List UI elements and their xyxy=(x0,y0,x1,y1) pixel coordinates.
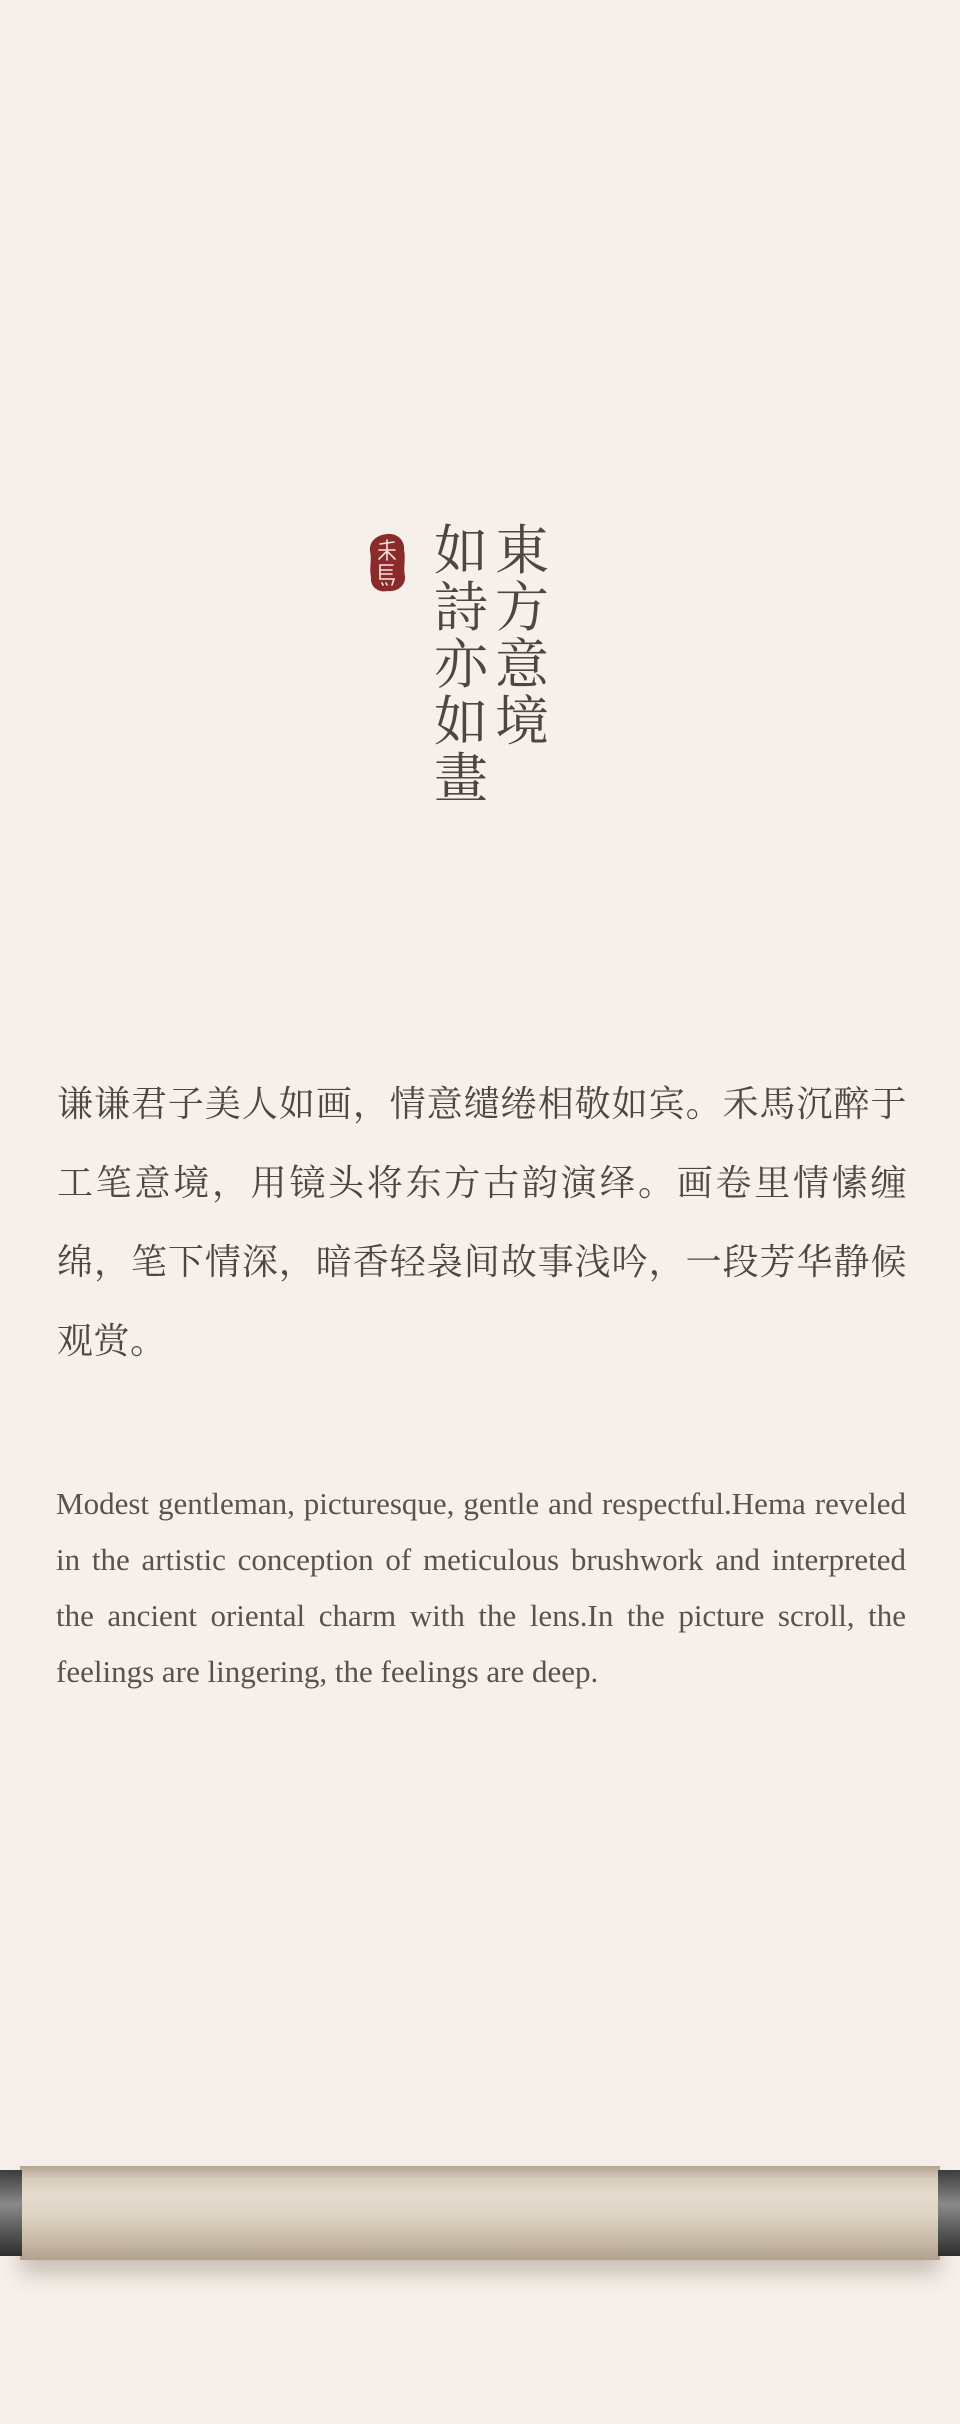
scroll-cap-left xyxy=(0,2170,22,2256)
title-char: 境 xyxy=(495,690,549,753)
title-char: 方 xyxy=(495,576,549,639)
title-char: 亦 xyxy=(434,633,488,696)
scroll-cap-right xyxy=(938,2170,960,2256)
title-left-column xyxy=(431,519,491,810)
title-block xyxy=(362,519,562,822)
scroll-rod xyxy=(20,2166,940,2260)
seal-icon xyxy=(367,532,407,594)
title-char: 如 xyxy=(434,519,488,582)
title-char: 東 xyxy=(495,519,549,582)
chinese-description: 谦谦君子美人如画，情意缱绻相敬如宾。禾馬沉醉于工笔意境，用镜头将东方古韵演绎。画卷里情愫缠绵，笔下情深，暗香轻袅间故事浅吟，一段芳华静候观赏。 xyxy=(57,1084,907,1362)
title-char: 畫 xyxy=(434,747,488,810)
scroll-icon xyxy=(0,2166,960,2262)
title-char: 如 xyxy=(434,690,488,753)
english-description: Modest gentleman, picturesque, gentle and respectful.Hema reveled in the artistic conception of meticulous brushwork and interpreted the ancient oriental charm with the lens.In the picture scroll, the feelings are lingering, the feelings are deep. xyxy=(56,1486,906,1689)
title-char: 意 xyxy=(495,633,549,696)
title-right-column xyxy=(492,519,552,753)
title-char: 詩 xyxy=(434,576,488,639)
